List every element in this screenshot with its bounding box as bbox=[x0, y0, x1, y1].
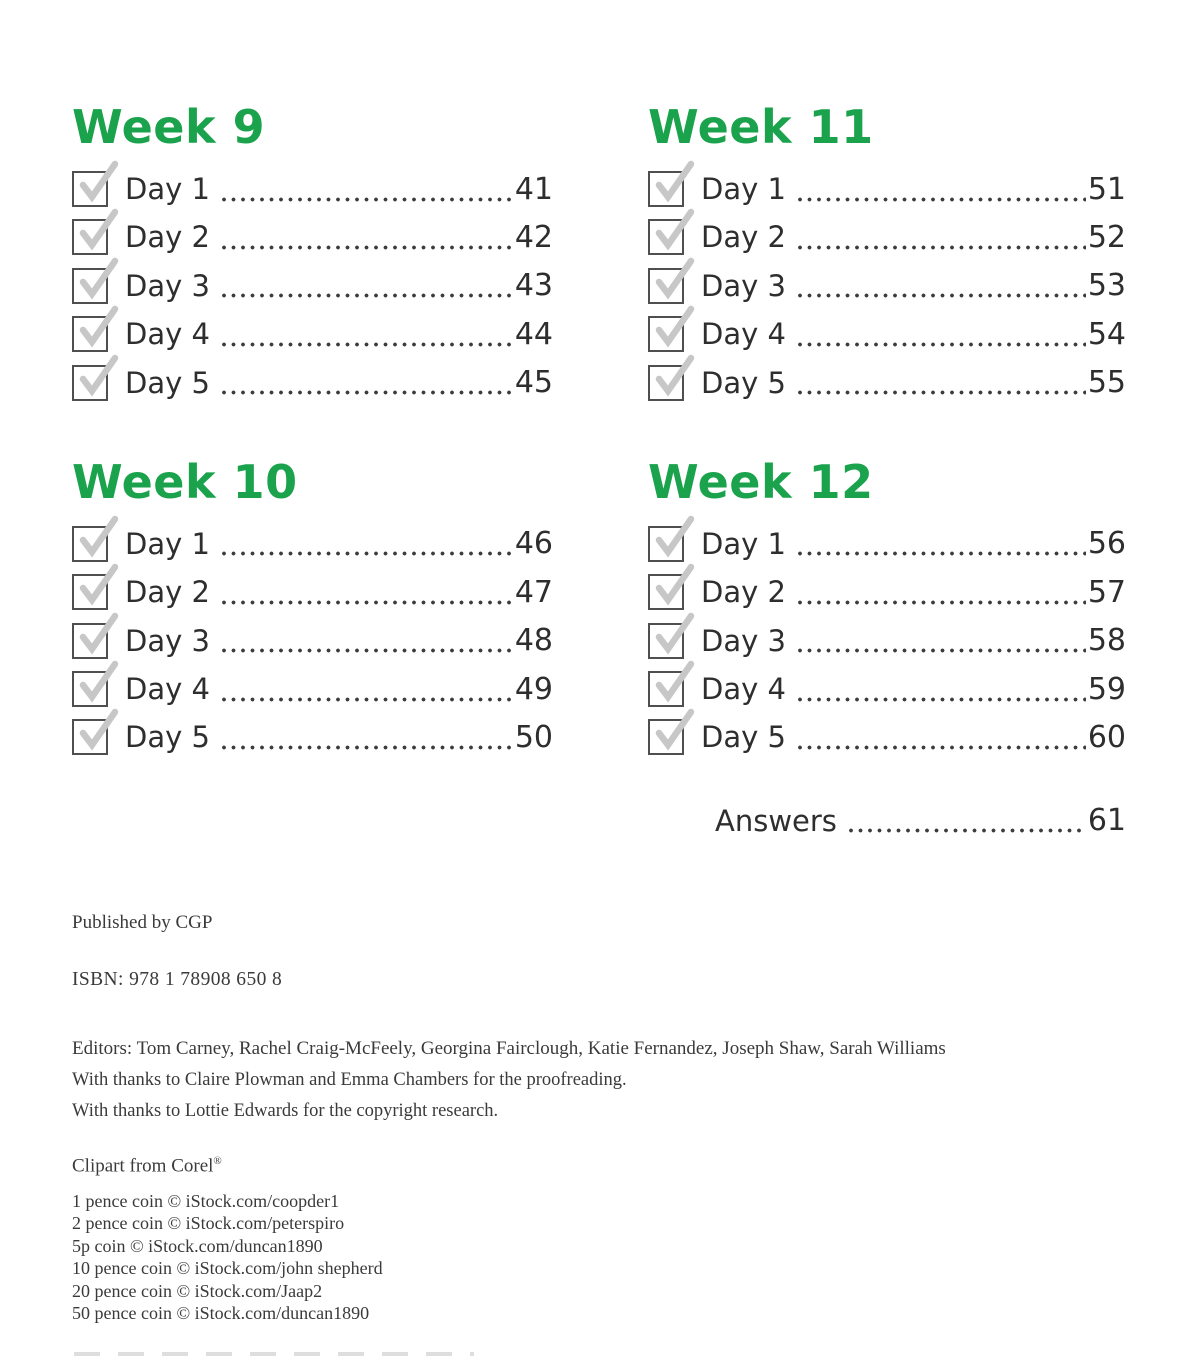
toc-entry bbox=[72, 713, 553, 761]
toc-entry bbox=[72, 213, 553, 261]
day-label: Day 4 bbox=[701, 317, 786, 352]
dotted-leader bbox=[798, 293, 1086, 298]
toc-entry bbox=[72, 262, 553, 310]
page-number: 58 bbox=[1087, 623, 1126, 659]
proofreading-thanks-line: With thanks to Claire Plowman and Emma Chambers for the proofreading. bbox=[72, 1070, 627, 1090]
page-number: 43 bbox=[514, 268, 553, 304]
checkmark-icon bbox=[74, 563, 120, 611]
checkmark-icon bbox=[650, 660, 696, 708]
page-number: 50 bbox=[514, 719, 553, 755]
week-title: Week 11 bbox=[648, 100, 874, 154]
toc-entry bbox=[72, 520, 553, 568]
checkmark-icon bbox=[74, 257, 120, 305]
toc-entry bbox=[72, 310, 553, 358]
coin-credit-line: 1 pence coin © iStock.com/coopder1 bbox=[72, 1191, 340, 1211]
dotted-leader bbox=[222, 745, 513, 750]
toc-entry bbox=[72, 358, 553, 406]
day-label: Day 4 bbox=[125, 317, 210, 352]
page-number: 55 bbox=[1087, 365, 1126, 401]
registered-mark: ® bbox=[213, 1155, 222, 1167]
checkmark-icon bbox=[650, 563, 696, 611]
clipart-credit-line bbox=[72, 1155, 222, 1177]
dotted-leader bbox=[798, 342, 1086, 347]
toc-entry bbox=[72, 665, 553, 713]
page-number: 56 bbox=[1087, 526, 1126, 562]
checkmark-icon bbox=[74, 515, 120, 563]
published-by-line: Published by CGP bbox=[72, 912, 213, 933]
day-label: Day 1 bbox=[125, 526, 210, 561]
coin-credit-line: 5p coin © iStock.com/duncan1890 bbox=[72, 1235, 323, 1256]
week-12-section bbox=[648, 456, 1126, 762]
week-title: Week 12 bbox=[648, 454, 874, 509]
dotted-leader bbox=[222, 197, 513, 202]
coin-credit-line: 50 pence coin © iStock.com/duncan1890 bbox=[72, 1303, 370, 1324]
day-label: Day 2 bbox=[701, 220, 786, 255]
coin-credit-line: 20 pence coin © iStock.com/Jaap2 bbox=[72, 1280, 323, 1301]
toc-entry bbox=[72, 568, 553, 616]
day-checkbox[interactable] bbox=[72, 171, 108, 207]
checkmark-icon bbox=[650, 515, 696, 563]
toc-right-column bbox=[648, 101, 1126, 845]
dotted-leader bbox=[222, 648, 513, 653]
week-title: Week 9 bbox=[72, 100, 266, 154]
day-checkbox[interactable] bbox=[648, 623, 684, 659]
page-number: 54 bbox=[1087, 316, 1126, 352]
page-number: 60 bbox=[1087, 719, 1126, 755]
day-label: Day 4 bbox=[701, 672, 786, 707]
toc-entry bbox=[72, 165, 553, 213]
answers-entry bbox=[698, 797, 1126, 845]
checkmark-icon bbox=[74, 305, 120, 353]
week-title: Week 10 bbox=[72, 454, 298, 509]
day-checkbox[interactable] bbox=[648, 574, 684, 610]
checkmark-icon bbox=[650, 208, 696, 256]
day-checkbox[interactable] bbox=[72, 365, 108, 401]
checkmark-icon bbox=[74, 208, 120, 256]
dotted-leader bbox=[222, 342, 513, 347]
day-checkbox[interactable] bbox=[72, 574, 108, 610]
coin-credits-list bbox=[72, 1190, 383, 1324]
day-label: Day 5 bbox=[125, 365, 210, 400]
day-label: Day 1 bbox=[701, 526, 786, 561]
checkmark-icon bbox=[74, 708, 120, 756]
checkmark-icon bbox=[650, 612, 696, 660]
week-10-section bbox=[72, 456, 553, 762]
day-checkbox[interactable] bbox=[648, 219, 684, 255]
dotted-leader bbox=[798, 245, 1086, 250]
day-label: Day 2 bbox=[125, 575, 210, 610]
checkmark-icon bbox=[74, 612, 120, 660]
toc-entry bbox=[648, 568, 1126, 616]
toc-entry bbox=[648, 165, 1126, 213]
dotted-leader bbox=[798, 551, 1086, 556]
dotted-leader bbox=[222, 697, 513, 702]
page-number: 59 bbox=[1087, 671, 1126, 707]
dotted-leader bbox=[222, 600, 513, 605]
page-number: 41 bbox=[514, 171, 553, 207]
toc-entry bbox=[72, 617, 553, 665]
day-label: Day 3 bbox=[125, 268, 210, 303]
week-9-section bbox=[72, 101, 553, 407]
toc-entry bbox=[648, 358, 1126, 406]
day-checkbox[interactable] bbox=[648, 671, 684, 707]
dotted-leader bbox=[222, 245, 513, 250]
toc-entry bbox=[648, 713, 1126, 761]
checkmark-icon bbox=[74, 660, 120, 708]
cropped-text-remnant bbox=[74, 1352, 474, 1356]
dotted-leader bbox=[798, 745, 1086, 750]
dotted-leader bbox=[222, 390, 513, 395]
page-number: 52 bbox=[1087, 219, 1126, 255]
day-label: Day 4 bbox=[125, 672, 210, 707]
page-number: 61 bbox=[1087, 803, 1126, 839]
day-checkbox[interactable] bbox=[648, 526, 684, 562]
page-number: 44 bbox=[514, 316, 553, 352]
day-label: Day 5 bbox=[125, 720, 210, 755]
day-checkbox[interactable] bbox=[72, 623, 108, 659]
dotted-leader bbox=[222, 551, 513, 556]
toc-left-column bbox=[72, 101, 553, 762]
day-checkbox[interactable] bbox=[72, 268, 108, 304]
dotted-leader bbox=[849, 828, 1086, 833]
toc-entry bbox=[648, 617, 1126, 665]
day-checkbox[interactable] bbox=[72, 526, 108, 562]
toc-entry bbox=[648, 520, 1126, 568]
toc-entry bbox=[648, 665, 1126, 713]
toc-entry bbox=[648, 310, 1126, 358]
page-number: 47 bbox=[514, 574, 553, 610]
page-number: 49 bbox=[514, 671, 553, 707]
dotted-leader bbox=[798, 390, 1086, 395]
day-label: Day 3 bbox=[701, 268, 786, 303]
day-checkbox[interactable] bbox=[72, 316, 108, 352]
day-checkbox[interactable] bbox=[648, 365, 684, 401]
toc-entry bbox=[648, 213, 1126, 261]
day-checkbox[interactable] bbox=[72, 219, 108, 255]
checkmark-icon bbox=[74, 160, 120, 208]
checkmark-icon bbox=[650, 708, 696, 756]
copyright-thanks-line: With thanks to Lottie Edwards for the copyright research. bbox=[72, 1101, 499, 1121]
checkmark-icon bbox=[650, 160, 696, 208]
dotted-leader bbox=[222, 293, 513, 298]
day-label: Day 2 bbox=[701, 575, 786, 610]
page-number: 46 bbox=[514, 526, 553, 562]
editors-line: Editors: Tom Carney, Rachel Craig-McFeely, Georgina Fairclough, Katie Fernandez, Joseph Shaw, Sarah Williams bbox=[72, 1038, 946, 1059]
day-checkbox[interactable] bbox=[648, 719, 684, 755]
page-number: 42 bbox=[514, 219, 553, 255]
day-checkbox[interactable] bbox=[72, 671, 108, 707]
page-number: 51 bbox=[1087, 171, 1126, 207]
day-label: Day 3 bbox=[125, 623, 210, 658]
checkmark-icon bbox=[650, 305, 696, 353]
coin-credit-line: 10 pence coin © iStock.com/john shepherd bbox=[72, 1258, 383, 1279]
day-checkbox[interactable] bbox=[648, 316, 684, 352]
checkmark-icon bbox=[74, 354, 120, 402]
page-number: 48 bbox=[514, 623, 553, 659]
dotted-leader bbox=[798, 697, 1086, 702]
day-label: Day 2 bbox=[125, 220, 210, 255]
page-number: 57 bbox=[1087, 574, 1126, 610]
clipart-credit-text: Clipart from Corel bbox=[72, 1155, 214, 1177]
answers-label: Answers bbox=[715, 803, 837, 838]
page-number: 45 bbox=[514, 365, 553, 401]
dotted-leader bbox=[798, 197, 1086, 202]
day-label: Day 3 bbox=[701, 623, 786, 658]
day-checkbox[interactable] bbox=[648, 268, 684, 304]
day-checkbox[interactable] bbox=[72, 719, 108, 755]
day-label: Day 1 bbox=[125, 172, 210, 207]
isbn-line: ISBN: 978 1 78908 650 8 bbox=[72, 969, 283, 990]
dotted-leader bbox=[798, 600, 1086, 605]
day-checkbox[interactable] bbox=[648, 171, 684, 207]
page-number: 53 bbox=[1087, 268, 1126, 304]
week-11-section bbox=[648, 101, 1126, 407]
checkmark-icon bbox=[650, 354, 696, 402]
day-label: Day 1 bbox=[701, 172, 786, 207]
dotted-leader bbox=[798, 648, 1086, 653]
toc-entry bbox=[648, 262, 1126, 310]
coin-credit-line: 2 pence coin © iStock.com/peterspiro bbox=[72, 1213, 345, 1234]
day-label: Day 5 bbox=[701, 365, 786, 400]
day-label: Day 5 bbox=[701, 720, 786, 755]
checkmark-icon bbox=[650, 257, 696, 305]
